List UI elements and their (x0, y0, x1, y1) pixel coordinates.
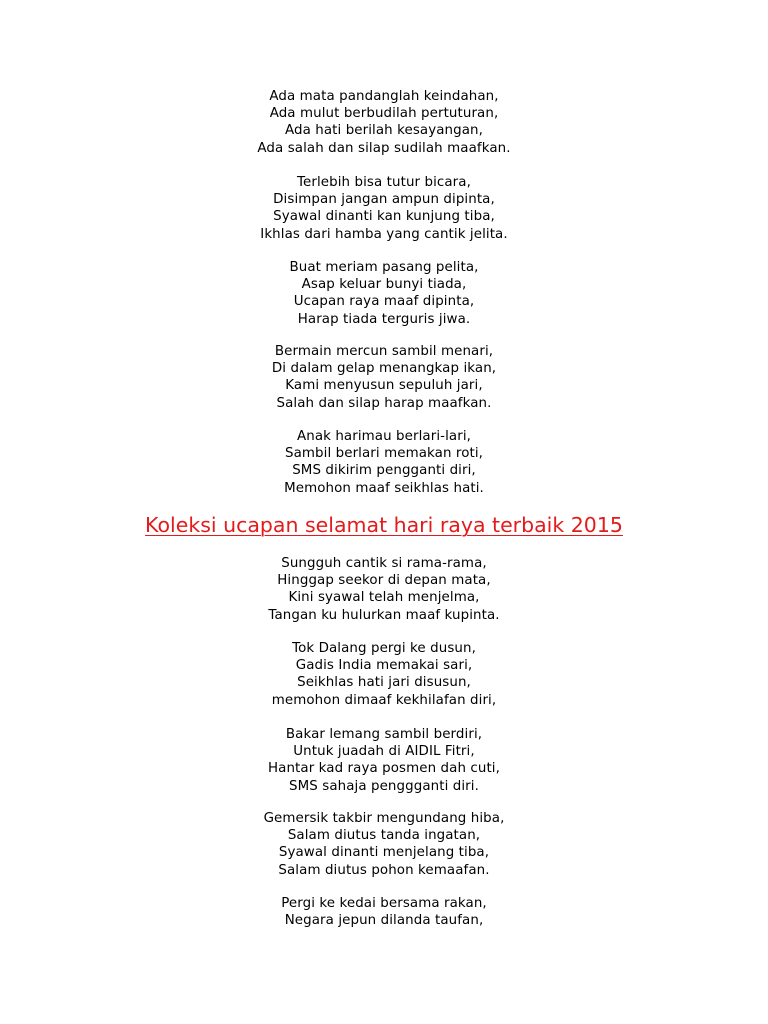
poem-line: Kini syawal telah menjelma, (288, 590, 480, 606)
stanza-4 (0, 343, 768, 412)
poem-line: Gadis India memakai sari, (295, 658, 473, 674)
poem-line: Hantar kad raya posmen dah cuti, (268, 761, 500, 777)
poem-line: Memohon maaf seikhlas hati. (284, 480, 484, 496)
poem-line: Anak harimau berlari-lari, (296, 429, 471, 444)
stanza-10 (0, 895, 768, 929)
poem-line: Salam diutus pohon kemaafan. (278, 862, 490, 878)
poem-line: Sambil berlari memakan roti, (284, 446, 484, 462)
poem-line: Ada mata pandanglah keindahan, (269, 89, 499, 104)
poem-line: Disimpan jangan ampun dipinta, (273, 192, 495, 208)
poem-line: SMS dikirim pengganti diri, (292, 463, 476, 479)
poem-line: Ucapan raya maaf dipinta, (293, 294, 475, 310)
stanza-6 (0, 555, 768, 624)
poem-line: Sungguh cantik si rama-rama, (281, 556, 487, 571)
poem-line: Negara jepun dilanda taufan, (284, 913, 484, 929)
poem-line: memohon dimaaf kekhilafan diri, (271, 692, 497, 708)
stanza-5 (0, 428, 768, 497)
poem-line: Hinggap seekor di depan mata, (277, 573, 491, 589)
poem-line: Pergi ke kedai bersama rakan, (281, 896, 487, 911)
poem-line: Asap keluar bunyi tiada, (301, 277, 467, 293)
poem-line: Buat meriam pasang pelita, (289, 260, 479, 275)
stanza-3 (0, 259, 768, 328)
stanza-8 (0, 726, 768, 795)
poem-line: Seikhlas hati jari disusun, (297, 675, 471, 691)
poem-line: Untuk juadah di AIDIL Fitri, (293, 744, 475, 760)
poem-line: SMS sahaja penggganti diri. (289, 778, 479, 794)
poem-line: Ada mulut berbudilah pertuturan, (269, 106, 499, 122)
poem-line: Ada hati berilah kesayangan, (284, 123, 483, 139)
poem-line: Terlebih bisa tutur bicara, (297, 175, 471, 190)
stanza-2 (0, 174, 768, 243)
poem-line: Ikhlas dari hamba yang cantik jelita. (260, 226, 508, 242)
poem-line: Syawal dinanti kan kunjung tiba, (273, 209, 495, 225)
poem-line: Di dalam gelap menangkap ikan, (271, 361, 497, 377)
poem-line: Kami menyusun sepuluh jari, (285, 378, 483, 394)
section-heading: Koleksi ucapan selamat hari raya terbaik 2015 (145, 513, 623, 537)
poem-line: Tok Dalang pergi ke dusun, (292, 641, 476, 656)
poem-line: Gemersik takbir mengundang hiba, (263, 811, 505, 826)
poem-line: Tangan ku hulurkan maaf kupinta. (268, 607, 500, 623)
stanza-1 (0, 88, 768, 157)
poem-line: Syawal dinanti menjelang tiba, (278, 845, 490, 861)
stanza-7 (0, 640, 768, 709)
stanza-9 (0, 810, 768, 879)
poem-line: Salah dan silap harap maafkan. (276, 395, 492, 411)
poem-line: Harap tiada terguris jiwa. (297, 311, 471, 327)
poem-line: Bermain mercun sambil menari, (274, 344, 494, 359)
poem-line: Ada salah dan silap sudilah maafkan. (257, 140, 511, 156)
poem-line: Salam diutus tanda ingatan, (287, 828, 481, 844)
poem-line: Bakar lemang sambil berdiri, (285, 727, 483, 742)
